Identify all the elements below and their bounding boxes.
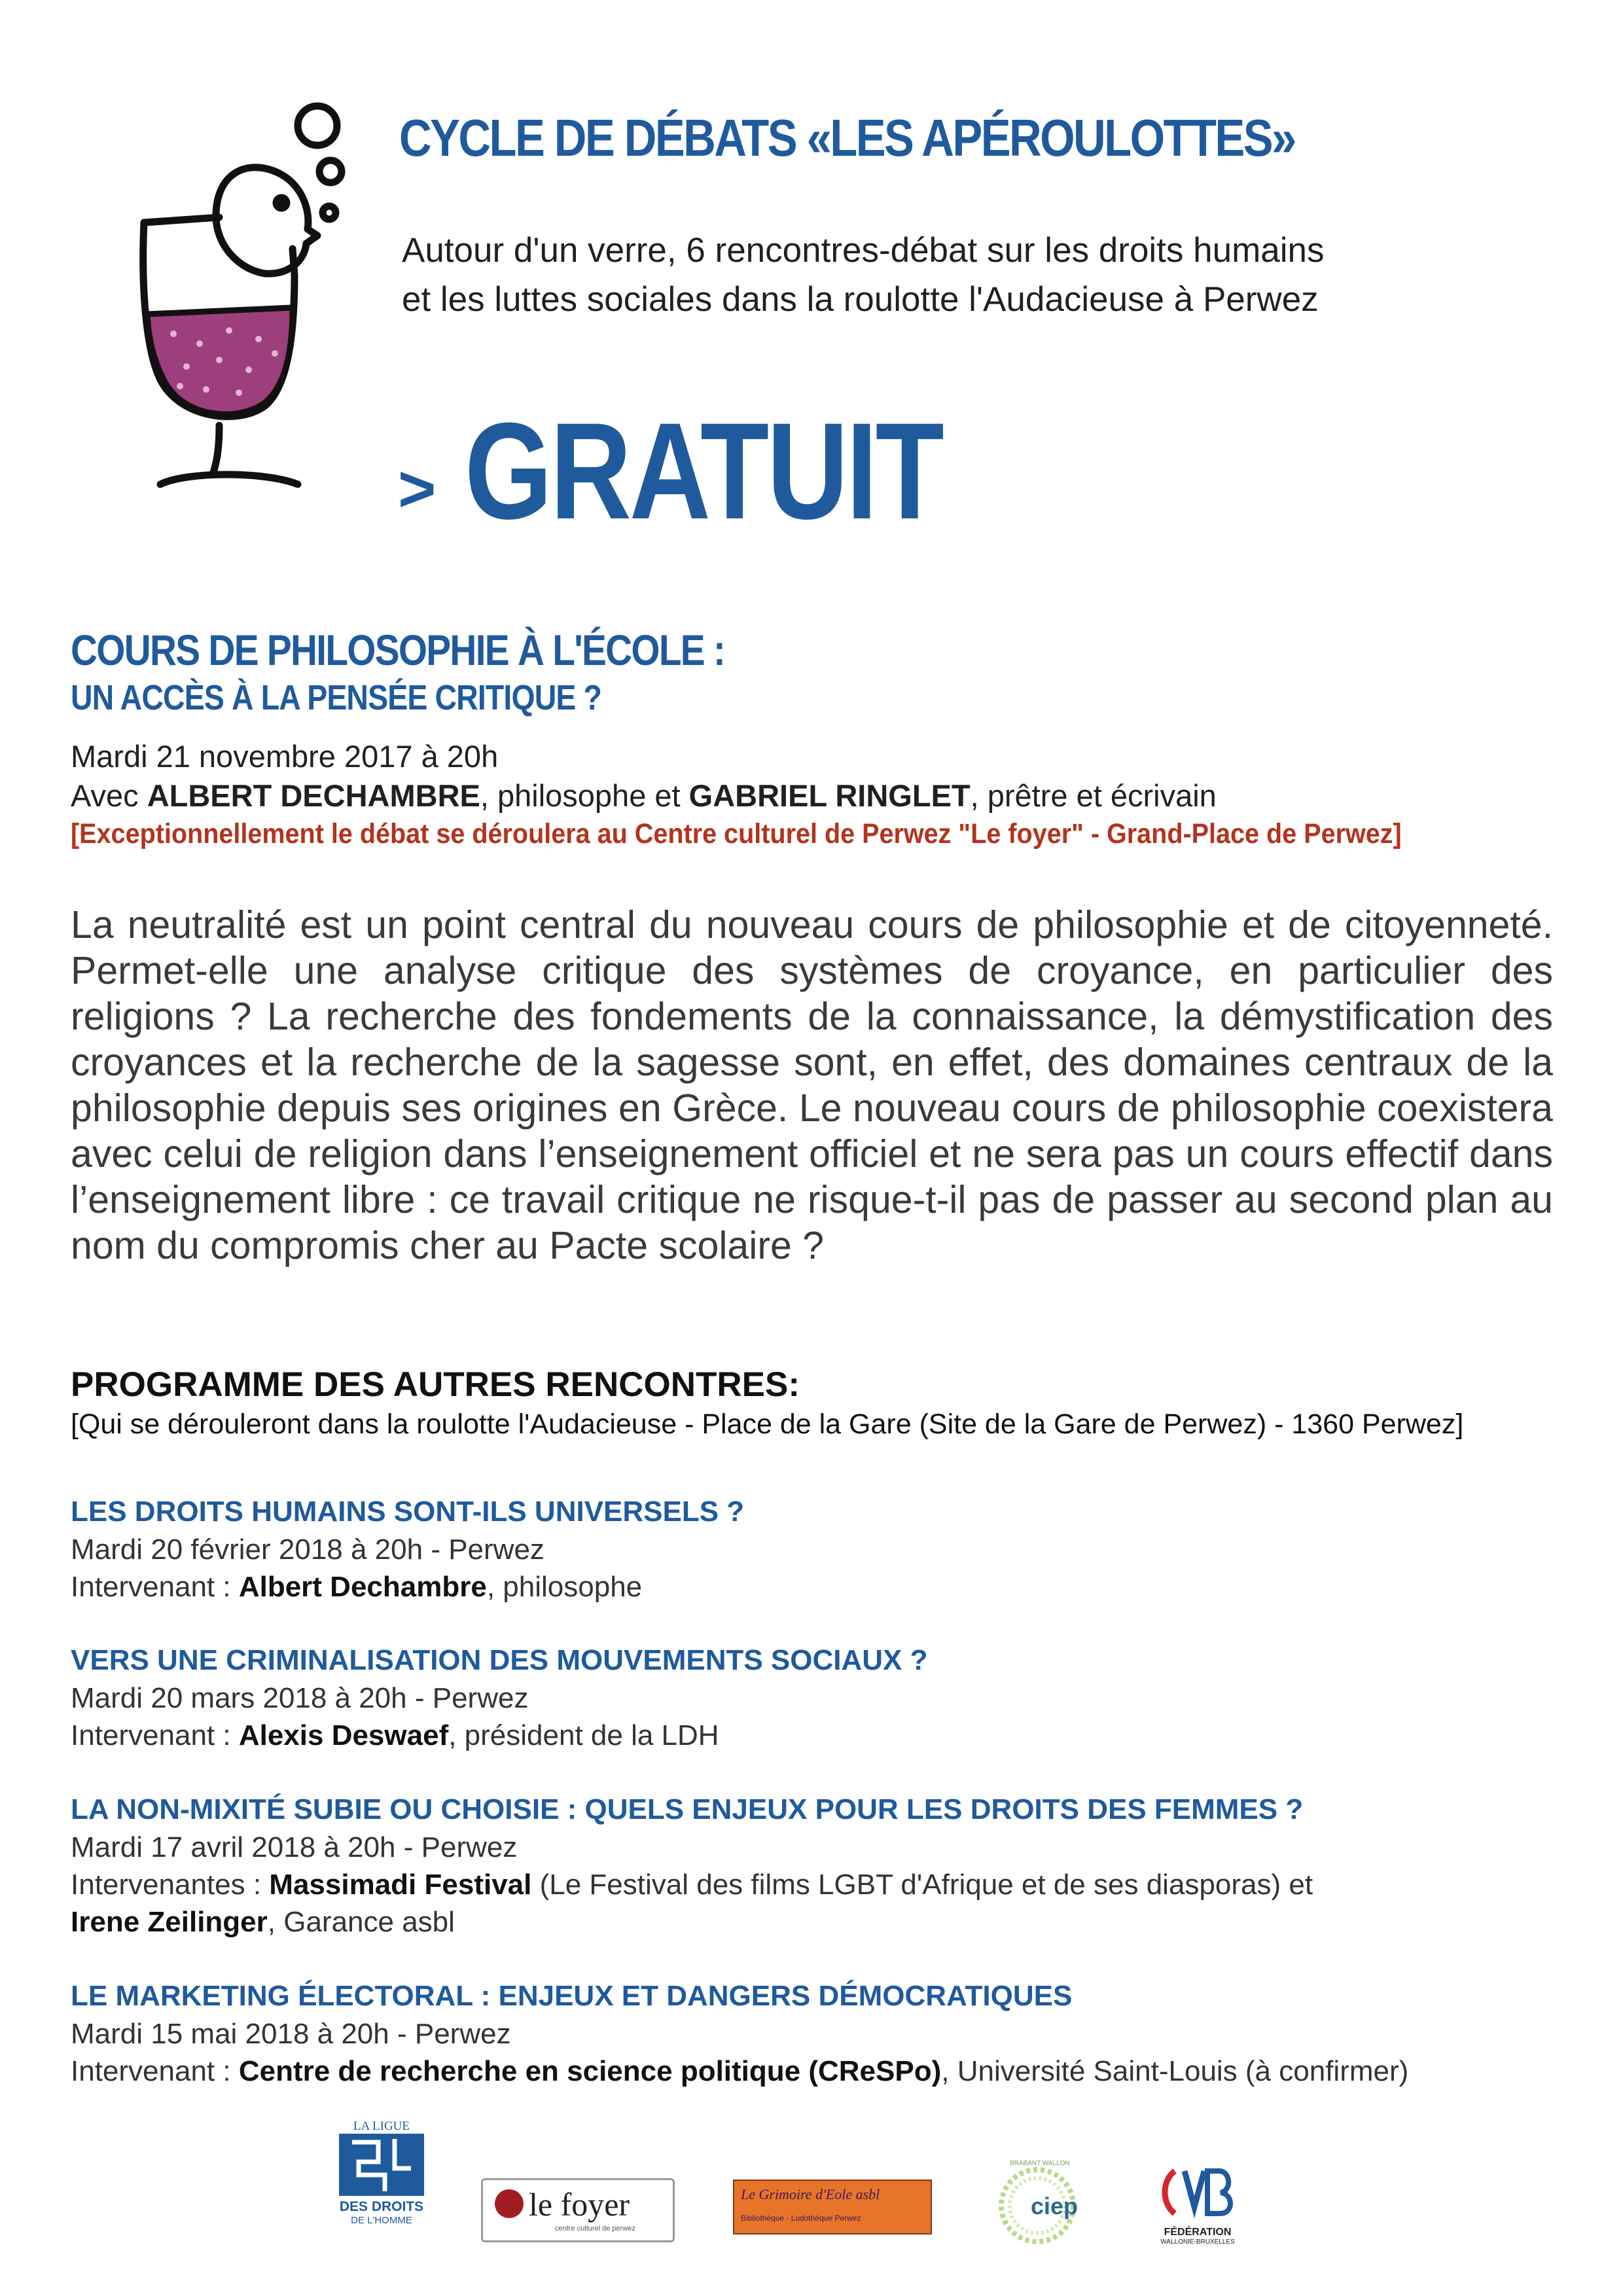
event-3-speaker — [71, 1869, 1313, 1901]
fwb-logo — [1155, 2161, 1240, 2256]
grimoire-subtitle: Bibliothèque - Ludothèque Perwez — [741, 2214, 861, 2223]
subtitle-line-1: Autour d'un verre, 6 rencontres-débat sur les droits humains — [402, 231, 1325, 270]
event-1-date: Mardi 20 février 2018 à 20h - Perwez — [71, 1534, 544, 1566]
bubble-large-icon — [298, 106, 337, 145]
speaker-1: ALBERT DECHAMBRE — [147, 778, 480, 813]
event-4-title: LE MARKETING ÉLECTORAL : ENJEUX ET DANGERS DÉMOCRATIQUES — [71, 1980, 1073, 2012]
subtitle-line-2: et les luttes sociales dans la roulotte l'Audacieuse à Perwez — [402, 280, 1319, 319]
venue-note: [Exceptionnellement le débat se déroulera au Centre culturel de Perwez "Le foyer" - Grand-Place de Perwez] — [71, 818, 1402, 850]
ldh-logo-bottom-2: DE L'HOMME — [351, 2215, 412, 2226]
gratuit-label: GRATUIT — [465, 394, 942, 548]
speaker-role: , président de la LDH — [448, 1719, 719, 1751]
ciep-arc-text: BRABANT WALLON — [1010, 2160, 1070, 2167]
event-1-title: LES DROITS HUMAINS SONT-ILS UNIVERSELS ? — [71, 1496, 745, 1528]
main-event-title: COURS DE PHILOSOPHIE À L'ÉCOLE : — [71, 626, 725, 674]
event-2-speaker — [71, 1719, 719, 1752]
event-2-title: VERS UNE CRIMINALISATION DES MOUVEMENTS SOCIAUX ? — [71, 1644, 928, 1676]
speaker-label: Intervenantes : — [71, 1869, 270, 1901]
bubble-small-icon — [323, 206, 336, 219]
speaker-role: , Université Saint-Louis (à confirmer) — [941, 2055, 1409, 2087]
ciep-logo — [991, 2160, 1083, 2251]
cycle-subtitle — [402, 226, 1514, 324]
main-event-date: Mardi 21 novembre 2017 à 20h — [71, 739, 499, 774]
event-3-date: Mardi 17 avril 2018 à 20h - Perwez — [71, 1831, 518, 1863]
event-3-speaker-2 — [71, 1906, 455, 1939]
programme-subtitle: [Qui se dérouleront dans la roulotte l'Audacieuse - Place de la Gare (Site de la Gare de Perwez) - 1360 Perwez] — [71, 1408, 1464, 1440]
ciep-name: ciep — [1031, 2193, 1079, 2219]
fwb-line-2: WALLONIE-BRUXELLES — [1160, 2238, 1235, 2246]
gratuit-arrow: > — [398, 452, 437, 526]
speaker-name-2: Irene Zeilinger — [71, 1906, 268, 1938]
cycle-title: CYCLE DE DÉBATS «LES APÉROULOTTES» — [399, 109, 1295, 167]
speakers-prefix: Avec — [71, 778, 147, 813]
speaker-name: Massimadi Festival — [269, 1869, 532, 1901]
ldh-emblem-icon — [339, 2136, 424, 2196]
bubble-medium-icon — [319, 160, 342, 183]
main-event-subtitle: UN ACCÈS À LA PENSÉE CRITIQUE ? — [71, 678, 602, 717]
grimoire-logo — [733, 2179, 932, 2234]
ldh-logo-bottom-1: DES DROITS — [339, 2199, 424, 2214]
speaker-name: Albert Dechambre — [238, 1571, 487, 1603]
event-4-speaker — [71, 2055, 1408, 2088]
speaker-label: Intervenant : — [71, 2055, 239, 2087]
fwb-emblem-icon — [1155, 2161, 1240, 2223]
ldh-logo — [339, 2119, 424, 2231]
speaker-name: Alexis Deswaef — [238, 1719, 449, 1751]
speaker-role: (Le Festival des films LGBT d'Afrique et de ses diasporas) et — [531, 1869, 1313, 1901]
speaker-label: Intervenant : — [71, 1571, 239, 1603]
event-4-date: Mardi 15 mai 2018 à 20h - Perwez — [71, 2018, 511, 2050]
foyer-dot-icon — [495, 2189, 524, 2218]
foyer-subtitle: centre culturel de perwez — [555, 2225, 635, 2233]
speaker-name: Centre de recherche en science politique (CReSPo) — [238, 2055, 942, 2087]
speaker-role: , philosophe — [486, 1571, 643, 1603]
grimoire-name: Le Grimoire d'Eole asbl — [741, 2186, 880, 2202]
speaker-2: GABRIEL RINGLET — [688, 778, 971, 813]
event-2-date: Mardi 20 mars 2018 à 20h - Perwez — [71, 1682, 529, 1714]
speaker-2-role: , prêtre et écrivain — [970, 778, 1217, 813]
speaker-role-2: , Garance asbl — [267, 1906, 455, 1938]
wine-glass-illustration — [121, 98, 370, 504]
event-1-speaker — [71, 1571, 642, 1604]
programme-title: PROGRAMME DES AUTRES RENCONTRES: — [71, 1365, 800, 1404]
main-event-description: La neutralité est un point central du nouveau cours de philosophie et de citoyenneté. Permet-elle une analyse critique des systèmes de croyance, en particulier des religions ? La recherche des fondements de la connaissance, la démystification des croyances et la recherche de la sagesse sont, en effet, des domaines centraux de la philosophie depuis ses origines en Grèce. Le nouveau cours de philosophie coexistera avec celui de religion dans l’enseignement officiel et ne sera pas un cours effectif dans l’enseignement libre : ce travail critique ne risque-t-il pas de passer au second plan au nom du compromis cher au Pacte scolaire ? — [71, 903, 1553, 1267]
speaker-label: Intervenant : — [71, 1719, 239, 1751]
fwb-line-1: FÉDÉRATION — [1164, 2227, 1232, 2238]
main-event-speakers — [71, 778, 1217, 814]
speaker-1-role: , philosophe et — [480, 778, 689, 813]
event-3-title: LA NON-MIXITÉ SUBIE OU CHOISIE : QUELS ENJEUX POUR LES DROITS DES FEMMES ? — [71, 1793, 1304, 1825]
ldh-logo-top: LA LIGUE — [339, 2119, 424, 2136]
foyer-name: le foyer — [529, 2186, 630, 2223]
le-foyer-logo — [481, 2178, 675, 2242]
